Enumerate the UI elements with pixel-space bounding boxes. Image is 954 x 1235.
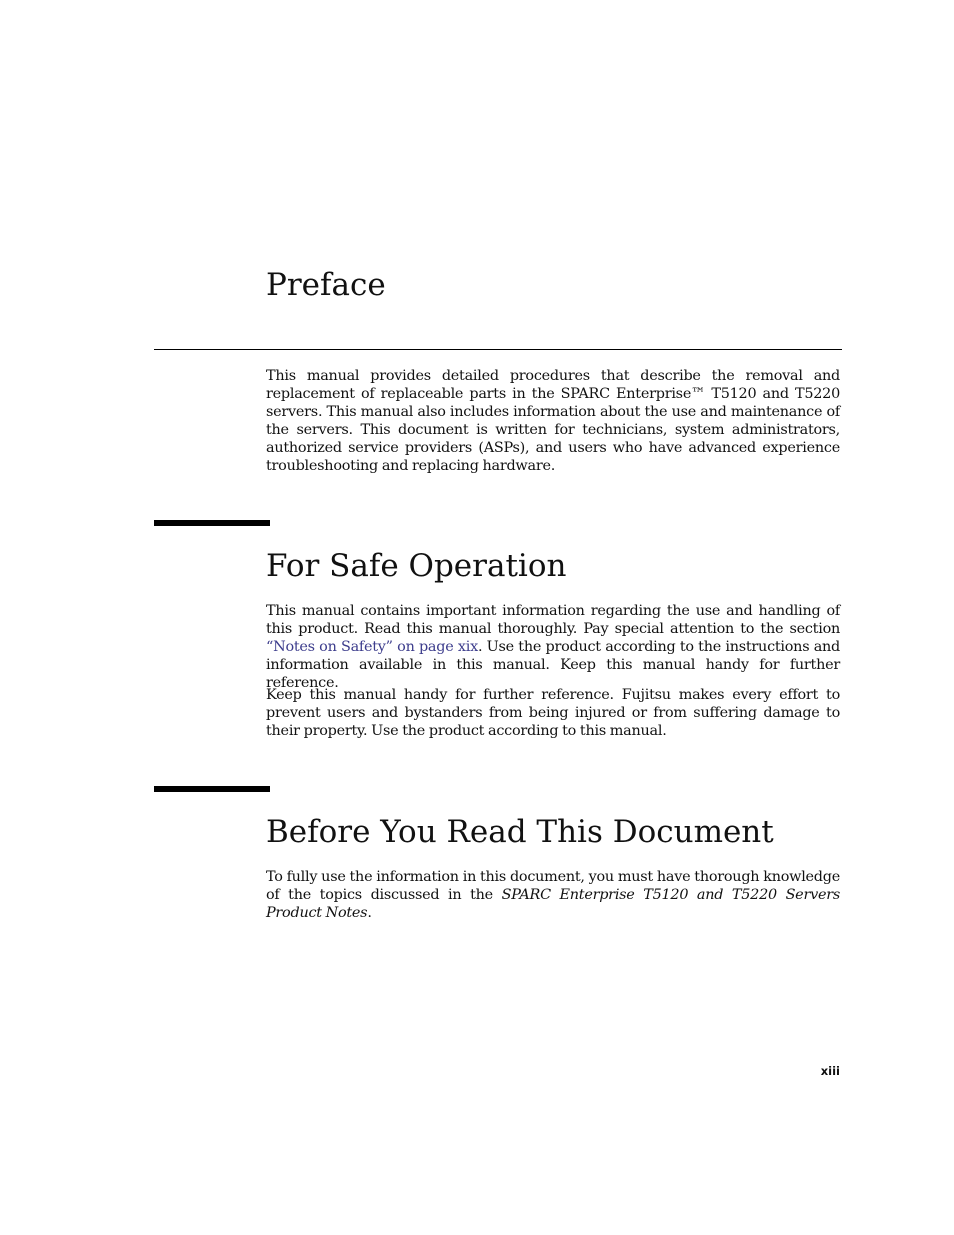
safe-operation-rule — [154, 520, 270, 526]
notes-on-safety-link[interactable]: “Notes on Safety” on page xix — [266, 639, 478, 655]
before-reading-title: Before You Read This Document — [266, 814, 774, 850]
before-reading-rule — [154, 786, 270, 792]
preface-title: Preface — [266, 267, 386, 303]
before-reading-text-1: To fully use the information in this document, you must have thorough knowledge of the topics discussed in the — [266, 869, 840, 903]
safe-operation-title: For Safe Operation — [266, 548, 567, 584]
product-notes-title: SPARC Enterprise T5120 and T5220 Servers Product Notes — [266, 887, 840, 921]
safe-operation-text-2: . Use the product according to the instructions and information available in this manual. Keep this manual handy for further reference. — [266, 639, 841, 691]
preface-rule — [154, 349, 842, 350]
safe-operation-paragraph-1 — [266, 602, 840, 692]
preface-paragraph: This manual provides detailed procedures that describe the removal and replacement of replaceable parts in the SPARC Enterprise™ T5120 and T5220 servers. This manual also includes information about the use and maintenance of the servers. This document is written for technicians, system administrators, authorized service providers (ASPs), and users who have advanced experience troubleshooting and replacing hardware. — [266, 368, 840, 474]
safe-operation-paragraph-2: Keep this manual handy for further reference. Fujitsu makes every effort to prevent users and bystanders from being injured or from suffering damage to their property. Use the product according to this manual. — [266, 687, 840, 739]
page-number: xiii — [820, 1064, 840, 1078]
before-reading-paragraph — [266, 868, 840, 922]
before-reading-text-2: . — [367, 905, 372, 921]
safe-operation-text-1: This manual contains important information regarding the use and handling of this product. Read this manual thoroughly. Pay special attention to the section — [266, 603, 840, 637]
